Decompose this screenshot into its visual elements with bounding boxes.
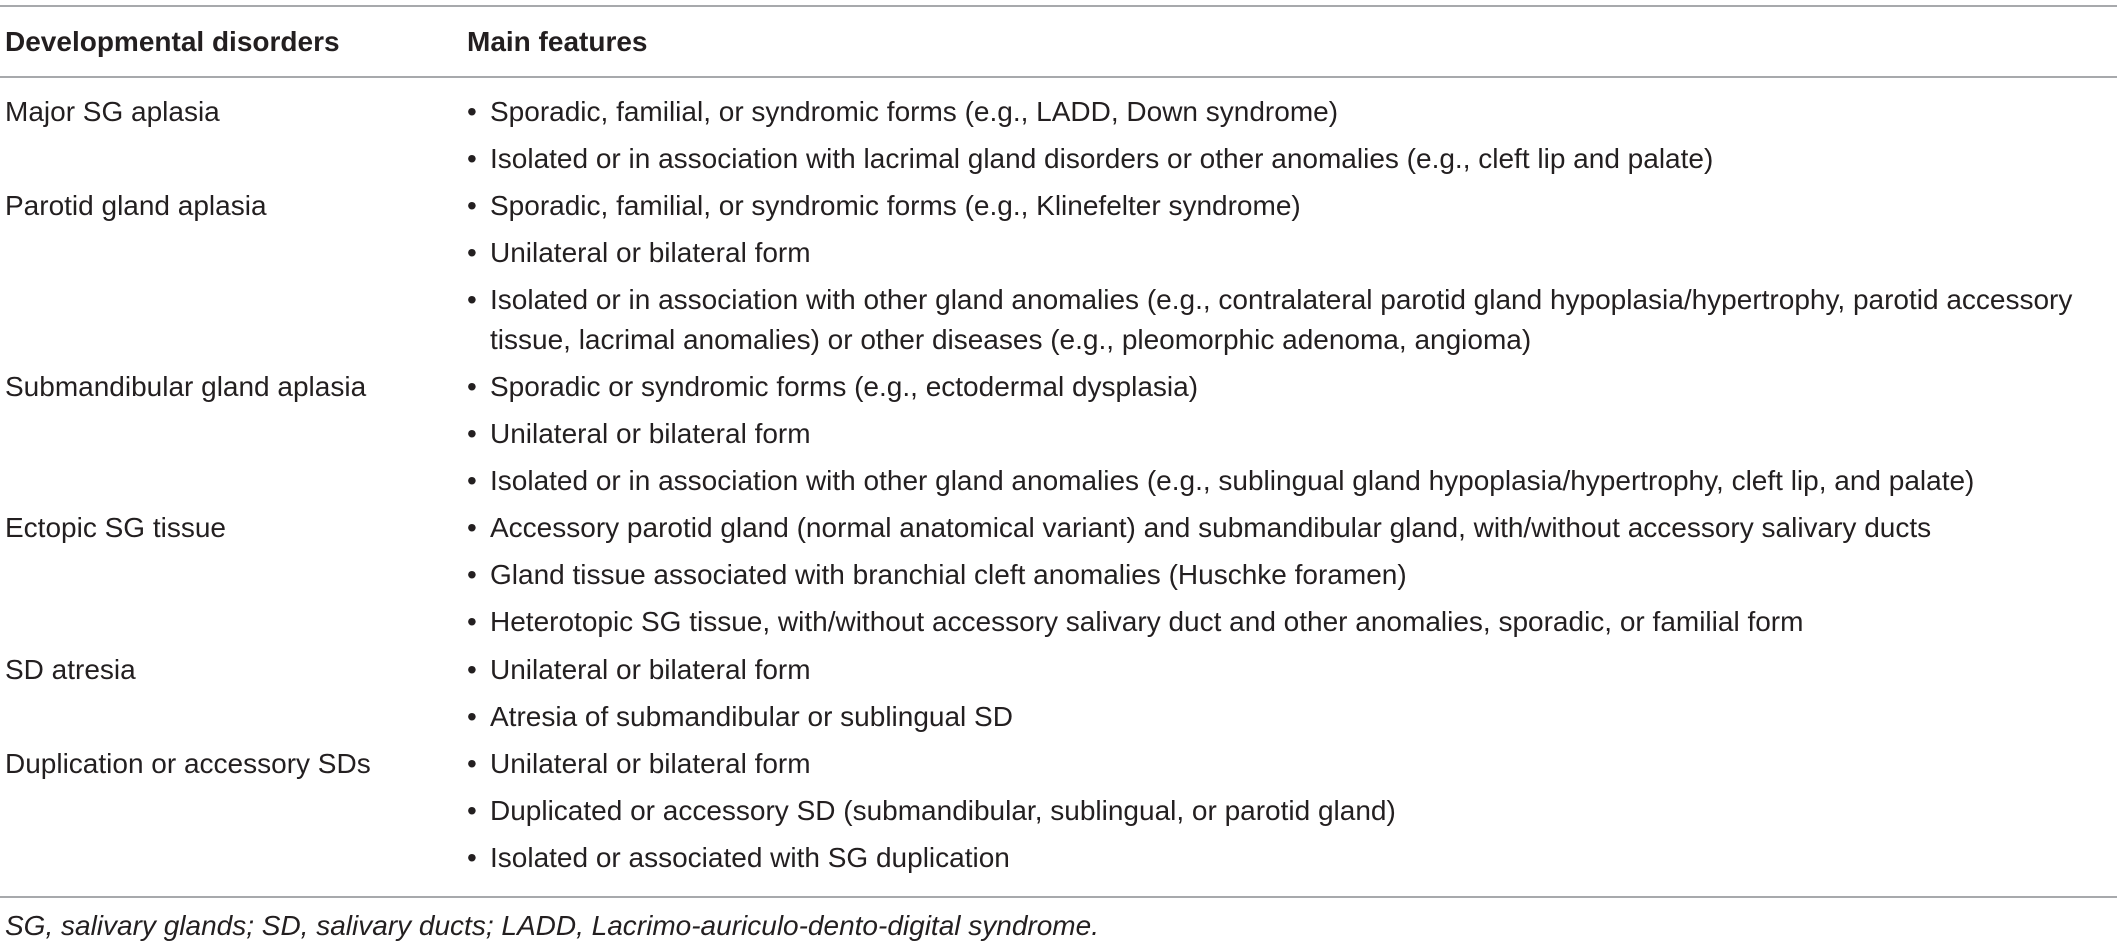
feature-item — [467, 791, 2107, 831]
feature-text: Unilateral or bilateral form — [490, 418, 811, 449]
feature-text: Isolated or in association with other gland anomalies (e.g., sublingual gland hypoplasia/hypertrophy, cleft lip, and palate) — [490, 465, 1975, 496]
feature-text: Duplicated or accessory SD (submandibular, sublingual, or parotid gland) — [490, 795, 1396, 826]
feature-item — [467, 92, 2107, 132]
bullet-icon: • — [467, 748, 477, 779]
row-category: Duplication or accessory SDs — [5, 748, 371, 779]
bullet-icon: • — [467, 842, 477, 873]
feature-text: Sporadic, familial, or syndromic forms (e.g., Klinefelter syndrome) — [490, 190, 1301, 221]
feature-text: Gland tissue associated with branchial cleft anomalies (Huschke foramen) — [490, 559, 1407, 590]
feature-item — [467, 602, 2107, 642]
feature-text: Atresia of submandibular or sublingual SD — [490, 701, 1013, 732]
feature-text: Sporadic, familial, or syndromic forms (e.g., LADD, Down syndrome) — [490, 96, 1339, 127]
feature-text: Isolated or associated with SG duplication — [490, 842, 1010, 873]
bullet-icon: • — [467, 559, 477, 590]
bullet-icon: • — [467, 418, 477, 449]
feature-item — [467, 233, 2107, 273]
feature-text: Unilateral or bilateral form — [490, 748, 811, 779]
feature-text: Sporadic or syndromic forms (e.g., ectodermal dysplasia) — [490, 371, 1199, 402]
feature-item — [467, 555, 2107, 595]
feature-item — [467, 186, 2107, 226]
feature-item — [467, 650, 2107, 690]
bullet-icon: • — [467, 512, 477, 543]
feature-item — [467, 838, 2107, 878]
bullet-icon: • — [467, 190, 477, 221]
header-rule — [0, 76, 2117, 78]
row-category: Submandibular gland aplasia — [5, 371, 367, 402]
feature-item — [467, 414, 2107, 454]
bullet-icon: • — [467, 284, 477, 315]
table-footnote: SG, salivary glands; SD, salivary ducts; LADD, Lacrimo-auriculo-dento-digital syndrome. — [5, 910, 1099, 941]
bullet-icon: • — [467, 795, 477, 826]
feature-text: Unilateral or bilateral form — [490, 237, 811, 268]
row-category: Ectopic SG tissue — [5, 512, 226, 543]
feature-text: Heterotopic SG tissue, with/without accessory salivary duct and other anomalies, sporadic, or familial form — [490, 606, 1804, 637]
bullet-icon: • — [467, 143, 477, 174]
feature-item — [467, 139, 2107, 179]
feature-item — [467, 280, 2107, 360]
feature-item — [467, 367, 2107, 407]
header-developmental-disorders: Developmental disorders — [5, 26, 340, 57]
feature-item — [467, 461, 2107, 501]
bullet-icon: • — [467, 654, 477, 685]
feature-item — [467, 697, 2107, 737]
table-top-rule — [0, 5, 2117, 7]
feature-text: Isolated or in association with other gland anomalies (e.g., contralateral parotid gland hypoplasia/hypertrophy, parotid accessory tissue, lacrimal anomalies) or other diseases (e.g., pleomorphic adenoma, angioma) — [490, 284, 2073, 355]
feature-text: Isolated or in association with lacrimal gland disorders or other anomalies (e.g., cleft lip and palate) — [490, 143, 1714, 174]
row-category: SD atresia — [5, 654, 136, 685]
feature-text: Accessory parotid gland (normal anatomical variant) and submandibular gland, with/without accessory salivary ducts — [490, 512, 1932, 543]
feature-item — [467, 508, 2107, 548]
bullet-icon: • — [467, 371, 477, 402]
bullet-icon: • — [467, 237, 477, 268]
table-bottom-rule — [0, 896, 2117, 898]
bullet-icon: • — [467, 465, 477, 496]
bullet-icon: • — [467, 606, 477, 637]
bullet-icon: • — [467, 96, 477, 127]
feature-item — [467, 744, 2107, 784]
header-main-features: Main features — [467, 26, 648, 57]
feature-text: Unilateral or bilateral form — [490, 654, 811, 685]
row-category: Major SG aplasia — [5, 96, 220, 127]
row-category: Parotid gland aplasia — [5, 190, 267, 221]
bullet-icon: • — [467, 701, 477, 732]
